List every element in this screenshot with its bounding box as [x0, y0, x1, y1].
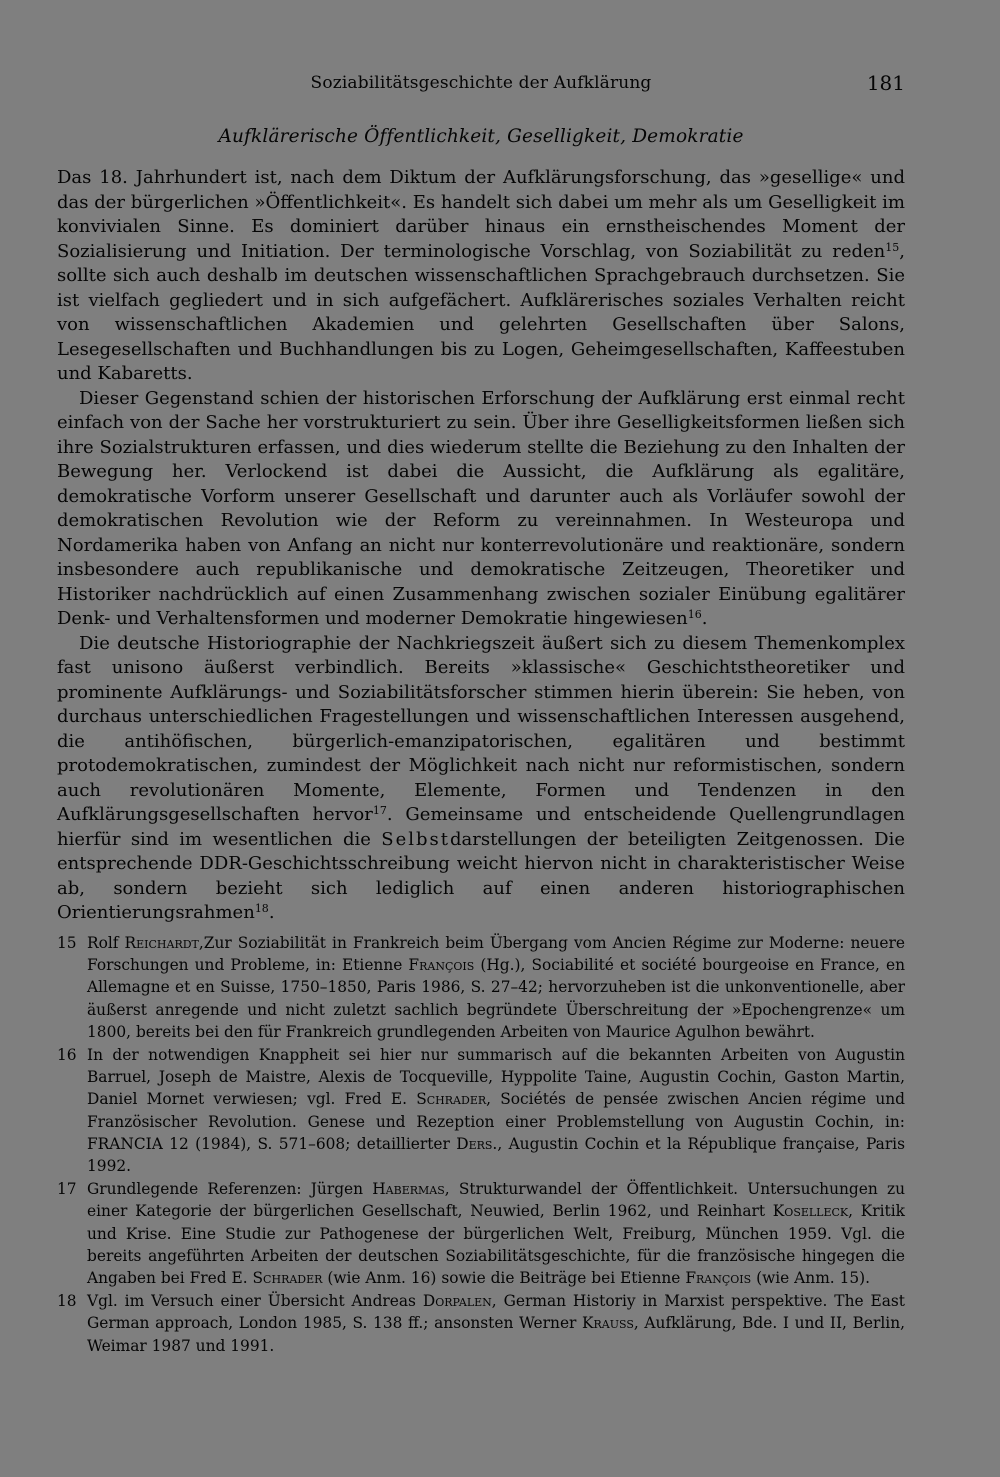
paragraph-text: Die deutsche Historiographie der Nachkriegszeit äußert sich zu diesem Themenkomplex fast unisono äußerst verbindlich. Bereits »klassische« Geschichtstheoretiker und prominente Aufklärungs- und Soziabilitätsforscher stimmen hierin überein: Sie heben, von durchaus unterschiedlichen Fragestellungen und wissenschaftlichen Interessen ausgehend, die antihöfischen, bürgerlich-emanzipatorischen, egalitären und bestimmt protodemokratischen, zumindest der Möglichkeit nach nicht nur reformistischen, sondern auch revolutionären Momente, Elemente, Formen und Tendenzen in den Aufklärungsgesellschaften hervor — [57, 632, 905, 825]
footnote-text: , German Historiy in Marxist perspektive. The East German approach, London 1985, S. 138 ff.; ansonsten Werner — [87, 1292, 905, 1333]
author-name: Habermas — [372, 1180, 445, 1199]
running-title: Soziabilitätsgeschichte der Aufklärung — [310, 73, 652, 93]
footnote-ref-16[interactable]: 16 — [687, 608, 702, 621]
footnote-text: In der notwendigen Knappheit sei hier nur summarisch auf die bekannten Arbeiten von Augustin Barruel, Joseph de Maistre, Alexis de Tocqueville, Hyppolite Taine, Augustin Cochin, Gaston Martin, Daniel Mornet verwiesen; vgl. Fred E. — [87, 1046, 905, 1109]
footnote-18 — [57, 1290, 905, 1357]
footnote-number: 18 — [57, 1292, 77, 1311]
author-name: François — [408, 956, 475, 975]
emphasized-word: Selbst — [381, 828, 451, 850]
author-name: Dorpalen — [422, 1292, 492, 1311]
footnote-text: , Augustin Cochin et la République française, Paris 1992. — [87, 1134, 905, 1176]
footnote-number: 17 — [57, 1180, 77, 1199]
footnote-number: 16 — [57, 1046, 77, 1065]
footnote-text: Vgl. im Versuch einer Übersicht Andreas — [87, 1292, 423, 1311]
paragraph-text: Dieser Gegenstand schien der historischen Erforschung der Aufklärung erst einmal recht einfach von der Sache her vorstrukturiert zu sein. Über ihre Geselligkeitsformen ließen sich ihre Sozialstrukturen erfassen, und dies wiederum stellte die Beziehung zu den Inhalten der Bewegung her. Verlockend ist dabei die Aussicht, die Aufklärung als egalitäre, demokratische Vorform unserer Gesellschaft und darunter auch als Vorläufer sowohl der demokratischen Revolution wie der Reform zu vereinnahmen. In Westeuropa und Nordamerika haben von Anfang an nicht nur konterrevolutionäre und reaktionäre, sondern insbesondere auch republikanische und demokratische Zeitzeugen, Theoretiker und Historiker nachdrücklich auf einen Zusammenhang zwischen sozialer Einübung egalitärer Denk- und Verhaltensformen und moderner Demokratie hingewiesen — [57, 387, 905, 629]
footnote-text: (Hg.), Sociabilité et société bourgeoise en France, en Allemagne et en Suisse, 1750–1850, Paris 1986, S. 27–42; hervorzuheben ist die unkonventionelle, aber äußerst anregende und nicht zuletzt sachlich begründete Überschreitung der »Epochengrenze« um 1800, bereits bei den für Frankreich grundlegenden Arbeiten von Maurice Agulhon bewährt. — [87, 956, 905, 1041]
footnote-15 — [57, 932, 905, 1043]
footnote-ref-17[interactable]: 17 — [372, 804, 387, 817]
footnote-ref-15[interactable]: 15 — [885, 240, 900, 254]
document-page — [57, 68, 905, 1428]
footnote-text: , Aufklärung, Bde. I und II, Berlin, Weimar 1987 und 1991. — [87, 1314, 905, 1355]
paragraph-1 — [57, 166, 905, 387]
page-number: 181 — [866, 71, 905, 95]
paragraph-text: . — [701, 608, 708, 629]
paragraph-text: . — [268, 902, 275, 923]
section-title: Aufklärerische Öffentlichkeit, Geselligkeit, Demokratie — [218, 126, 744, 147]
paragraph-2 — [57, 387, 905, 632]
paragraph-text: . Gemeinsame und entscheidende Quellengrundlagen hierfür sind im wesentlichen die — [57, 804, 905, 850]
paragraph-text: Das 18. Jahrhundert ist, nach dem Diktum der Aufklärungsforschung, das »gesellige« und das der bürgerlichen »Öffentlichkeit«. Es handelt sich dabei um mehr als um Geselligkeit im konvivialen Sinne. Es dominiert darüber hinaus ein ernstheischendes Moment der Sozialisierung und Initiation. Der terminologische Vorschlag, von Soziabilität zu reden — [57, 167, 905, 262]
footnote-text: Rolf — [87, 934, 125, 952]
footnote-text: (wie Anm. 16) sowie die Beiträge bei Etienne — [322, 1269, 686, 1288]
author-name: Koselleck — [772, 1202, 849, 1221]
footnote-17 — [57, 1178, 905, 1289]
footnote-text: , Strukturwandel der Öffentlichkeit. Untersuchungen zu einer Kategorie der bürgerlichen Gesellschaft, Neuwied, Berlin 1962, und Reinhart — [87, 1180, 905, 1221]
author-name: Ders. — [456, 1134, 498, 1153]
author-name: Reichardt — [124, 934, 199, 952]
paragraph-3 — [57, 632, 905, 926]
footnote-text: Grundlegende Referenzen: Jürgen — [87, 1180, 373, 1199]
body-text — [57, 166, 905, 926]
footnote-text: , Kritik und Krise. Eine Studie zur Pathogenese der bürgerlichen Welt, Freiburg, München 1959. Vgl. die bereits angeführten Arbeiten der deutschen Soziabilitätsgeschichte, für die französische hingegen die Angaben bei Fred E. — [87, 1202, 905, 1288]
footnote-text: , Sociétés de pensée zwischen Ancien régime und Französischer Revolution. Genese und Rezeption einer Problemstellung von Augustin Cochin, in: FRANCIA 12 (1984), S. 571–608; detaillierter — [87, 1090, 905, 1153]
author-name: Schrader — [252, 1269, 323, 1288]
footnote-ref-18[interactable]: 18 — [254, 902, 269, 915]
running-head — [57, 68, 905, 100]
footnote-number: 15 — [57, 934, 77, 952]
paragraph-text: darstellungen der beteiligten Zeitgenossen. Die entsprechende DDR-Geschichtsschreibung weicht hiervon nicht in charakteristischer Weise ab, sondern bezieht sich lediglich auf einen anderen historiographischen Orientierungsrahmen — [57, 828, 905, 923]
author-name: François — [685, 1269, 752, 1288]
paragraph-text: , sollte sich auch deshalb im deutschen wissenschaftlichen Sprachgebrauch durchsetzen. Sie ist vielfach gegliedert und in sich aufgefächert. Aufklärerisches soziales Verhalten reicht von wissenschaftlichen Akademien und gelehrten Gesellschaften über Salons, Lesegesellschaften und Buchhandlungen bis zu Logen, Geheimgesellschaften, Kaffeestuben und Kabaretts. — [57, 240, 905, 384]
author-name: Krauss — [582, 1314, 634, 1333]
footnote-text: (wie Anm. 15). — [751, 1269, 871, 1288]
author-name: Schrader — [416, 1090, 487, 1109]
footnote-text: ,Zur Soziabilität in Frankreich beim Übergang vom Ancien Régime zur Moderne: neuere Forschungen und Probleme, in: Etienne — [87, 934, 905, 975]
footnote-16 — [57, 1044, 905, 1177]
footnotes — [57, 932, 905, 1358]
